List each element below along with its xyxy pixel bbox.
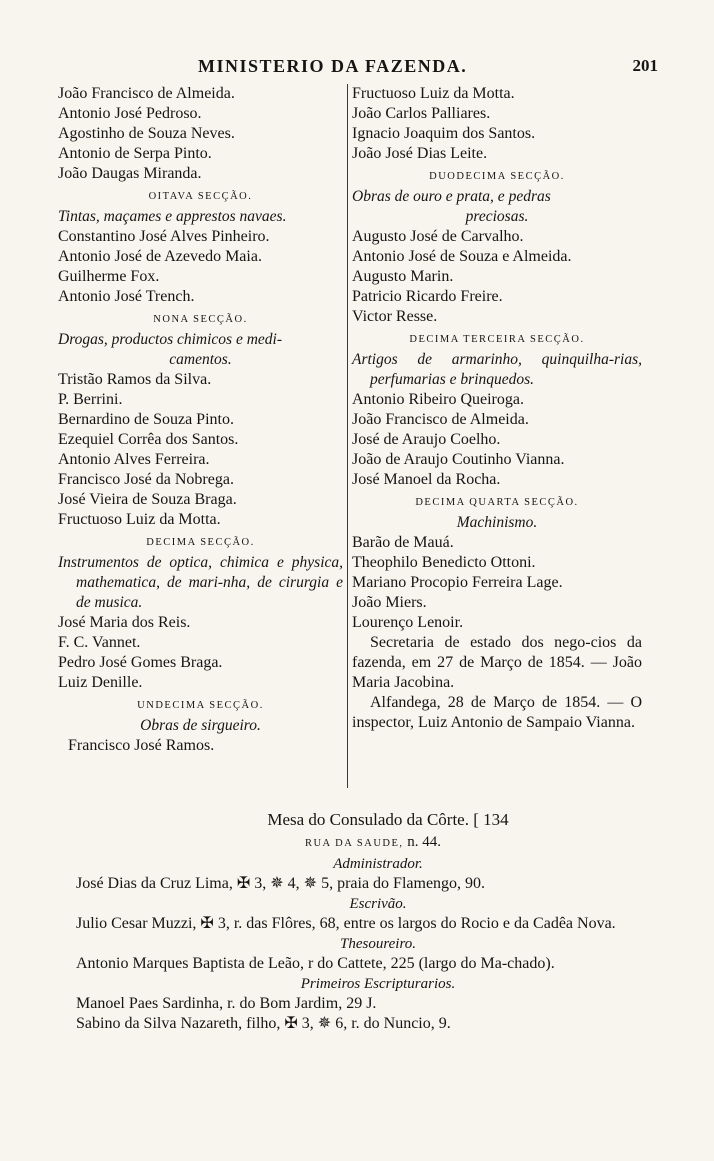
name-line: Antonio José de Azevedo Maia.: [58, 248, 262, 265]
name-line: João José Dias Leite.: [352, 145, 488, 162]
left-column: [58, 84, 343, 756]
name-line: Luiz Denille.: [58, 674, 143, 691]
section-subject: Tintas, maçames e apprestos navaes.: [58, 208, 287, 225]
right-column: [352, 84, 642, 733]
name-line: João de Araujo Coutinho Vianna.: [352, 451, 565, 468]
closing-paragraph: Secretaria de estado dos nego-cios da fazenda, em 27 de Março de 1854. — João Maria Jacobina.: [352, 634, 642, 691]
name-line: Antonio José de Souza e Almeida.: [352, 248, 572, 265]
section-heading-oitava: OITAVA SECÇÃO.: [148, 191, 253, 202]
section-subject: Obras de sirgueiro.: [140, 717, 261, 734]
section-subject: Drogas, productos chimicos e medi-: [58, 331, 283, 348]
mesa-title: Mesa do Consulado da Côrte. [ 134: [267, 810, 509, 829]
role-administrador: Administrador.: [333, 856, 423, 872]
closing-paragraph: Alfandega, 28 de Março de 1854. — O inspector, Luiz Antonio de Sampaio Vianna.: [352, 694, 642, 731]
name-line: Tristão Ramos da Silva.: [58, 371, 212, 388]
section-heading-decima-quarta: DECIMA QUARTA SECÇÃO.: [415, 497, 579, 508]
name-line: Theophilo Benedicto Ottoni.: [352, 554, 536, 571]
name-line: Mariano Procopio Ferreira Lage.: [352, 574, 563, 591]
name-line: Victor Resse.: [352, 308, 438, 325]
name-line: P. Berrini.: [58, 391, 123, 408]
name-line: Antonio José Pedroso.: [58, 105, 202, 122]
name-line: Augusto Marin.: [352, 268, 454, 285]
section-subject-continued: preciosas.: [465, 208, 529, 225]
column-divider: [347, 84, 348, 788]
section-subject: Machinismo.: [456, 514, 538, 531]
name-line: Barão de Mauá.: [352, 534, 454, 551]
name-line: Patricio Ricardo Freire.: [352, 288, 503, 305]
section-heading-nona: NONA SECÇÃO.: [153, 314, 248, 325]
street-number: n. 44.: [407, 834, 442, 850]
name-line: Antonio de Serpa Pinto.: [58, 145, 212, 162]
entry-escrivao: Julio Cesar Muzzi, ✠ 3, r. das Flôres, 68, entre os largos do Rocio e da Cadêa Nova.: [76, 915, 616, 932]
name-line: Lourenço Lenoir.: [352, 614, 464, 631]
name-line: João Daugas Miranda.: [58, 165, 202, 182]
mesa-section: [76, 808, 640, 1034]
running-title: MINISTERIO DA FAZENDA.: [198, 56, 468, 76]
mesa-address: [76, 832, 640, 854]
name-line: Bernardino de Souza Pinto.: [58, 411, 234, 428]
name-line: Fructuoso Luiz da Motta.: [58, 511, 221, 528]
name-line: Antonio Ribeiro Queiroga.: [352, 391, 524, 408]
name-line: Augusto José de Carvalho.: [352, 228, 524, 245]
name-line: José Manoel da Rocha.: [352, 471, 501, 488]
name-line: José Vieira de Souza Braga.: [58, 491, 237, 508]
entry-escripturario: Manoel Paes Sardinha, r. do Bom Jardim, 29 J.: [76, 995, 377, 1012]
role-escrivao: Escrivão.: [349, 896, 407, 912]
name-line: Pedro José Gomes Braga.: [58, 654, 223, 671]
section-subject: Obras de ouro e prata, e pedras: [352, 188, 551, 205]
section-subject-continued: camentos.: [169, 351, 232, 368]
entry-thesoureiro: Antonio Marques Baptista de Leão, r do Cattete, 225 (largo do Ma-chado).: [76, 955, 555, 972]
section-subject: Artigos de armarinho, quinquilha-rias, perfumarias e brinquedos.: [352, 351, 642, 388]
name-line: João Francisco de Almeida.: [352, 411, 529, 428]
name-line: Ezequiel Corrêa dos Santos.: [58, 431, 239, 448]
name-line: Antonio Alves Ferreira.: [58, 451, 210, 468]
role-thesoureiro: Thesoureiro.: [340, 936, 416, 952]
entry-administrador: José Dias da Cruz Lima, ✠ 3, ✵ 4, ✵ 5, praia do Flamengo, 90.: [76, 875, 486, 892]
section-heading-duodecima: DUODECIMA SECÇÃO.: [429, 171, 565, 182]
name-line: Fructuoso Luiz da Motta.: [352, 85, 515, 102]
section-heading-undecima: UNDECIMA SECÇÃO.: [137, 700, 264, 711]
name-line: José Maria dos Reis.: [58, 614, 191, 631]
street-name: RUA DA SAUDE,: [304, 838, 404, 849]
name-line: F. C. Vannet.: [58, 634, 141, 651]
name-line: João Miers.: [352, 594, 427, 611]
name-line: Guilherme Fox.: [58, 268, 160, 285]
name-line: Francisco José Ramos.: [68, 737, 215, 754]
name-line: Agostinho de Souza Neves.: [58, 125, 235, 142]
name-line: Francisco José da Nobrega.: [58, 471, 234, 488]
name-line: Ignacio Joaquim dos Santos.: [352, 125, 536, 142]
name-line: Antonio José Trench.: [58, 288, 195, 305]
entry-escripturario: Sabino da Silva Nazareth, filho, ✠ 3, ✵ 6, r. do Nuncio, 9.: [76, 1015, 451, 1032]
name-line: João Carlos Palliares.: [352, 105, 491, 122]
section-heading-decima-terceira: DECIMA TERCEIRA SECÇÃO.: [409, 334, 585, 345]
section-heading-decima: DECIMA SECÇÃO.: [146, 537, 255, 548]
name-line: José de Araujo Coelho.: [352, 431, 501, 448]
name-line: Constantino José Alves Pinheiro.: [58, 228, 270, 245]
name-line: João Francisco de Almeida.: [58, 85, 235, 102]
page-header: [58, 56, 658, 84]
section-subject: Instrumentos de optica, chimica e physica, mathematica, de mari-nha, de cirurgia e de musica.: [58, 554, 343, 611]
page-number: 201: [632, 56, 658, 75]
role-primeiros: Primeiros Escripturarios.: [300, 976, 456, 992]
